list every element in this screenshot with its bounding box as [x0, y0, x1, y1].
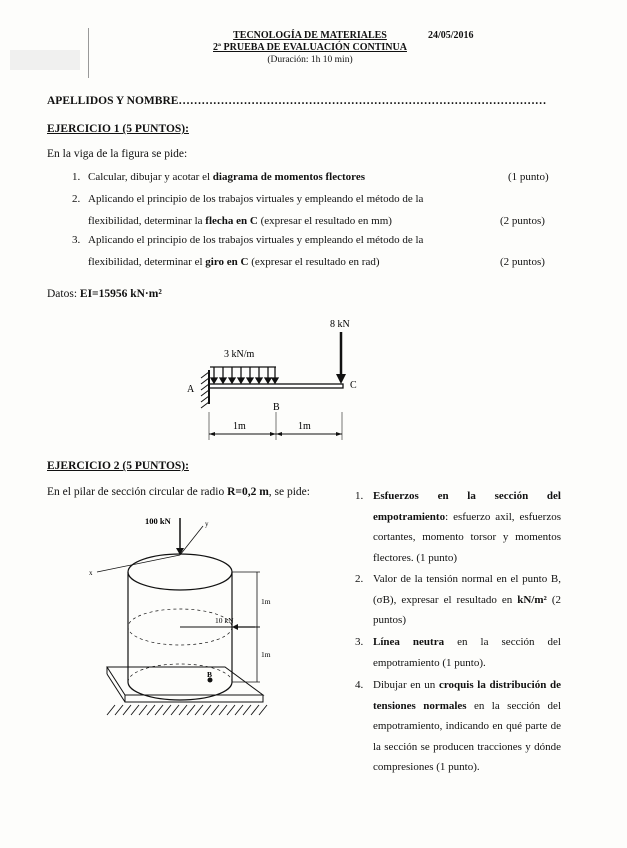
y-axis-label: y [205, 520, 209, 528]
exercise-2-item-2: 2. Valor de la tensión normal en el punto B, (σB), expresar el resultado en kN/m² (2 puntos) [355, 573, 561, 626]
dimension-arrow [209, 432, 215, 436]
ground-hatch [107, 705, 267, 715]
exercise-1-data: Datos: EI=15956 kN·m² [47, 288, 162, 300]
x-axis-line [97, 555, 180, 572]
exercise-2-item-3: 3. Línea neutra en la sección del empotramiento (1 punto). [355, 636, 561, 669]
points-label: (2 puntos) [500, 215, 545, 227]
point-load-arrowhead [336, 374, 346, 384]
scan-smudge [10, 50, 80, 70]
exercise-1-intro: En la viga de la figura se pide: [47, 148, 188, 160]
exercise-1-title: EJERCICIO 1 (5 PUNTOS): [47, 123, 189, 135]
course-title: TECNOLOGÍA DE MATERIALES [233, 30, 387, 41]
height-1-label: 1m [261, 597, 271, 606]
dimension-arrow [276, 432, 282, 436]
points-label: (1 punto). [442, 656, 486, 669]
span-1-label: 1m [233, 421, 246, 432]
exam-date: 24/05/2016 [428, 30, 474, 41]
exercise-2-title: EJERCICIO 2 (5 PUNTOS): [47, 460, 189, 472]
foundation-top [107, 667, 263, 695]
span-2-label: 1m [298, 421, 311, 432]
y-axis-line [180, 526, 203, 555]
exercise-1-item-3: 3. Aplicando el principio de los trabajos virtuales y empleando el método de la flexibilidad, determinar el giro en C (expresar el resultado en rad) (2 puntos) [72, 229, 552, 273]
point-c-label: C [350, 380, 357, 391]
fixed-support-hatch [201, 372, 209, 408]
points-label: (1 punto) [416, 551, 458, 564]
column-figure [85, 510, 340, 725]
header-divider [88, 28, 89, 78]
column-base [128, 682, 232, 700]
points-label: (1 punto) [508, 171, 549, 183]
beam [209, 384, 343, 388]
exercise-2-intro: En el pilar de sección circular de radio R=0,2 m, se pide: [47, 486, 310, 498]
height-2-label: 1m [261, 650, 271, 659]
distributed-load [210, 367, 278, 383]
exam-subtitle: 2ª PRUEBA DE EVALUACIÓN CONTINUA [213, 42, 407, 53]
points-label: (2 puntos) [373, 593, 561, 626]
beam-figure [180, 312, 380, 447]
dimension-arrow [336, 432, 342, 436]
dimension-arrow [270, 432, 276, 436]
exercise-2-item-4: 4. Dibujar en un croquis la distribución de tensiones normales en la sección del empotramiento, indicando en qué parte de la sección se producen tracciones y dónde compresiones (1 punto). [355, 679, 561, 773]
stiffness-value: EI=15956 kN·m² [79, 288, 162, 300]
exam-header [150, 30, 470, 66]
column-top [128, 554, 232, 590]
lateral-load-label: 10 kN [215, 616, 234, 625]
exam-duration: (Duración: 1h 10 min) [267, 55, 353, 65]
point-b-label: B [273, 402, 280, 413]
student-name-field[interactable]: APELLIDOS Y NOMBRE…………………………………………………………………………………… [47, 95, 547, 107]
point-b-label: B [207, 670, 213, 679]
foundation-edge [107, 674, 125, 702]
exercise-1-item-1: 1. Calcular, dibujar y acotar el diagrama de momentos flectores (1 punto) [72, 166, 552, 188]
point-a-label: A [187, 384, 195, 395]
exercise-2-item-1: 1. Esfuerzos en la sección del empotramiento: esfuerzo axil, esfuerzos cortantes, momento torsor y momentos flectores. (1 punto) [355, 490, 561, 564]
dist-load-label: 3 kN/m [224, 349, 255, 360]
points-label: (2 puntos) [500, 256, 545, 268]
point-load-label: 8 kN [330, 319, 350, 330]
x-axis-label: x [89, 569, 93, 577]
axial-load-label: 100 kN [145, 516, 171, 526]
exercise-1-item-2: 2. Aplicando el principio de los trabajos virtuales y empleando el método de la flexibilidad, determinar la flecha en C (expresar el resultado en mm) (2 puntos) [72, 188, 552, 232]
